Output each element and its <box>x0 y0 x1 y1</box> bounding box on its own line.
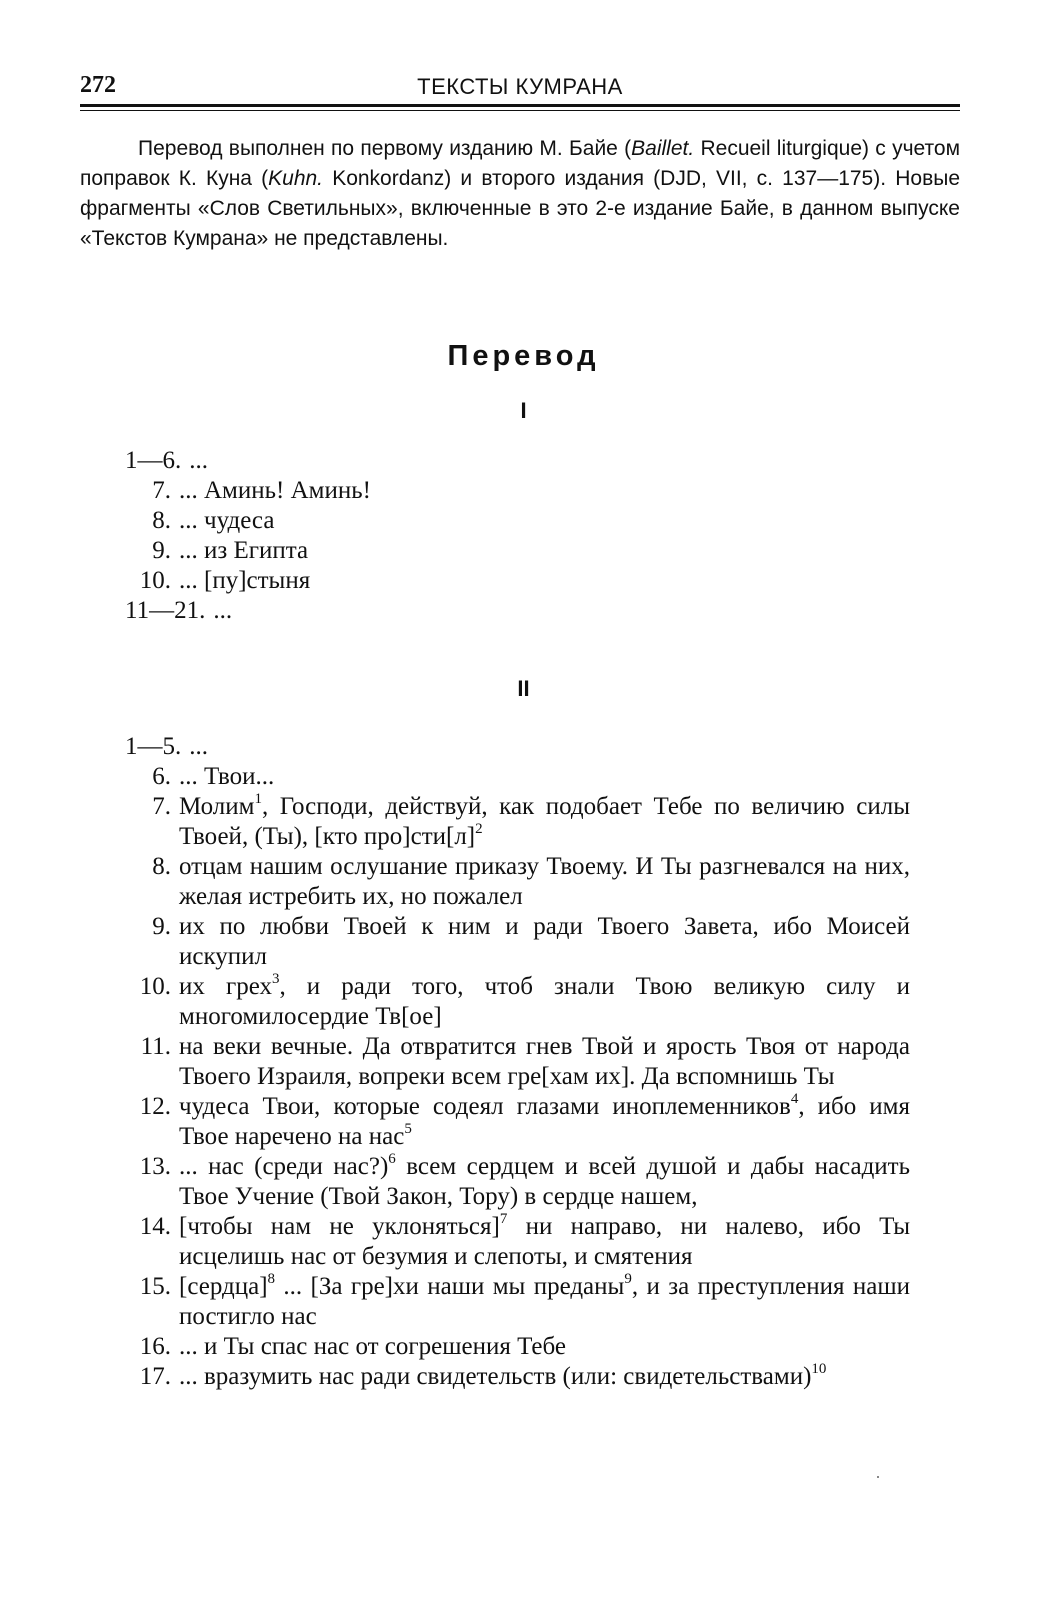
verse-line: 10. ... [пу]стыня <box>139 567 311 594</box>
footnote-marker: 6 <box>388 1151 396 1167</box>
verse-line: 16. ... и Ты спас нас от согрешения Тебе <box>139 1333 566 1360</box>
intro-paragraph: Перевод выполнен по первому изданию М. Байе (Baillet. Recueil liturgique) с учетом поправок К. Куна (Kuhn. Konkordanz) и второго издания (DJD, VII, с. 137—175). Новые фрагменты «Слов Светильных», включенные в это 2-е издание Байе, в данном выпуске «Текстов Кумрана» не представлены. <box>80 137 961 250</box>
verse-line: 17. ... вразумить нас ради свидетельств (или: свидетельствами)$^{10}$ <box>139 1361 827 1390</box>
verse-line: 9. ... из Египта <box>152 537 309 564</box>
footnote-marker: 2 <box>475 821 483 837</box>
section-title: Перевод <box>447 340 600 372</box>
footnote-marker: 4 <box>790 1091 799 1107</box>
verse-line: 13. ... нас (среди нас?)$^6$ всем сердцем и всей душой и дабы насадить Твое Учение (Твой Закон, Тору) в сердце нашем, <box>139 1151 910 1210</box>
print-speck <box>877 1476 879 1478</box>
running-header <box>80 72 960 102</box>
verse-line: 10. их грех$^3$, и ради того, чтоб знали Твою великую силу и многомилосердие Тв[ое] <box>139 971 911 1030</box>
footnote-marker: 5 <box>404 1121 412 1137</box>
verse-line: 14. [чтобы нам не уклоняться]$^7$ ни направо, ни налево, ибо Ты исцелишь нас от безумия и слепоты, и смятения <box>139 1211 911 1270</box>
verse-line: 8. ... чудеса <box>152 507 275 534</box>
header-rule-thin <box>80 110 960 111</box>
running-title: ТЕКСТЫ КУМРАНА <box>417 74 623 99</box>
footnote-marker: 9 <box>624 1271 632 1287</box>
footnote-marker: 3 <box>271 971 280 987</box>
verse-line: 7. Молим$^1$, Господи, действуй, как подобает Тебе по величию силы Твоей, (Ты), [кто $про]сти[л]^2$ <box>152 791 910 850</box>
verse-line: 11. на веки вечные. Да отвратится гнев Твой и ярость Твоя от народа Твоего Израиля, вопреки всем гре[хам их]. Да вспомнишь Ты <box>140 1033 910 1090</box>
verse-line: 9. их по любви Твоей к ним и ради Твоего Завета, ибо Моисей искупил <box>152 913 910 970</box>
verse-line: 8. отцам нашим ослушание приказу Твоему. И Ты разгневался на них, желая истребить их, но пожалел <box>152 853 910 910</box>
verse-line: 15. [сердца]$^8$ ... [За гре]хи наши мы преданы$^9$, и за преступления наши постигло нас <box>139 1271 910 1330</box>
column-i <box>125 446 910 626</box>
footnote-marker: 1 <box>254 791 262 807</box>
header-rule-thick <box>80 104 960 107</box>
verse-line: 7. ... Аминь! Аминь! <box>152 477 371 504</box>
column-label-i: I <box>520 398 527 423</box>
verse-line: 11—21. ... <box>125 597 233 624</box>
page-number: 272 <box>80 72 116 98</box>
column-ii <box>125 732 910 1392</box>
verse-line: 1—5. ... <box>125 733 208 760</box>
footnote-marker: 8 <box>267 1271 276 1287</box>
footnote-marker: 10 <box>811 1361 827 1377</box>
footnote-marker: 7 <box>499 1211 508 1227</box>
verse-line: 6. ... Твои... <box>152 763 275 790</box>
column-label-ii: II <box>517 676 530 701</box>
verse-line: 12. чудеса Твои, которые содеял глазами иноплеменников$^4$, ибо имя Твое наречено на нас$^5$ <box>139 1091 910 1150</box>
verse-line: 1—6. ... <box>125 447 208 474</box>
